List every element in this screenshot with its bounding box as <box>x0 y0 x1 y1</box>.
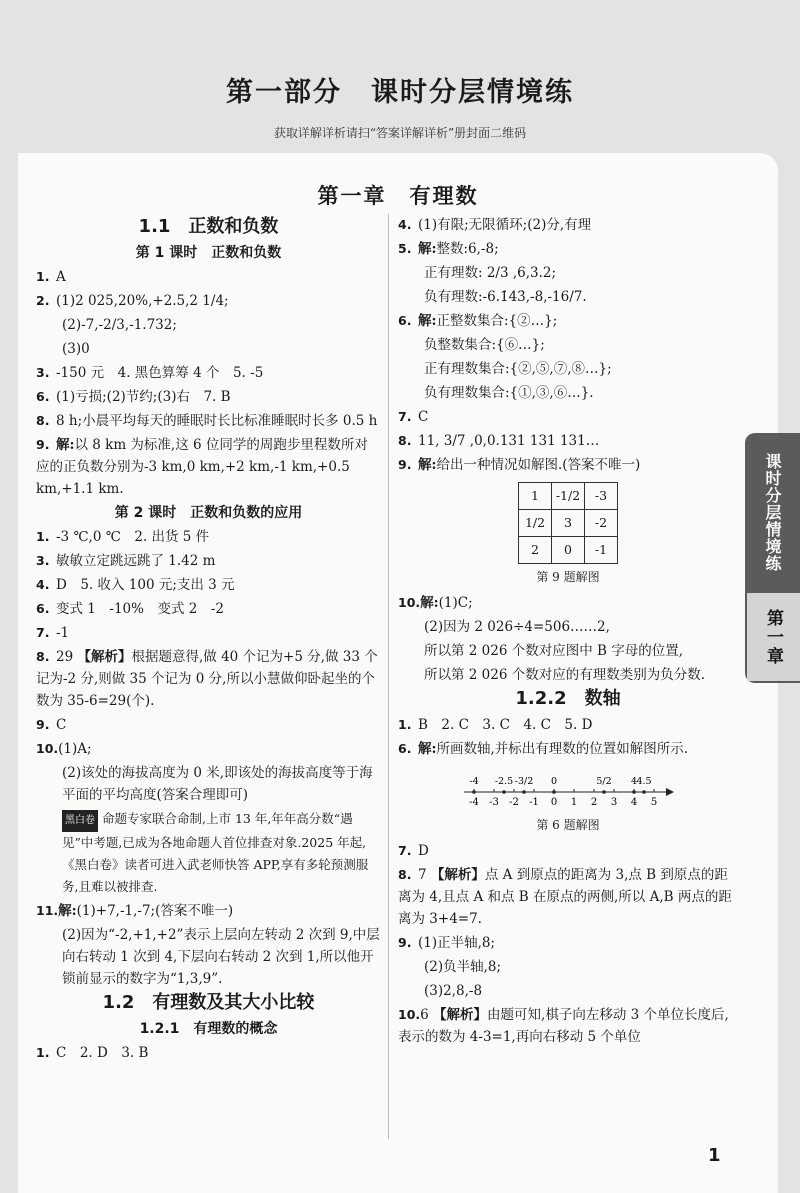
answer-item <box>36 266 381 288</box>
text-fragment: 10. <box>36 741 59 756</box>
text-fragment: 8. <box>36 413 50 428</box>
answer-item: (3)0 <box>62 341 90 357</box>
answer-item: 所以第 2 026 个数对应的有理数类别为负分数. <box>424 667 706 683</box>
promo-note <box>36 808 381 898</box>
number-line-tick-label: 3 <box>610 797 618 808</box>
text-fragment: 所画数轴,并标出有理数的位置如解图所示. <box>436 741 689 757</box>
number-line-tick-label: 4 <box>630 797 638 808</box>
answer-item: (3)2,8,-8 <box>424 983 483 999</box>
number-line-point-label: -2.5 <box>494 776 514 787</box>
text-fragment: 29 <box>56 649 74 665</box>
number-line-tick-label: 1 <box>570 797 578 808</box>
text-fragment: 根据题意得,做 40 个记为+5 分,做 33 个记为-2 分,则做 35 个记为 0 分,所以小慧做仰卧起坐的个数为 35-6=29(个). <box>36 649 378 709</box>
text-fragment: 解: <box>418 741 437 757</box>
text-fragment: 9. <box>398 935 412 950</box>
answer-item: 正有理数集合:{②,⑤,⑦,⑧…}; <box>424 361 612 377</box>
number-line-point <box>632 790 636 794</box>
grid-cell: 1/2 <box>519 510 552 537</box>
answer-item <box>36 900 381 922</box>
answer-item <box>36 574 381 596</box>
grid-cell: -2 <box>585 510 618 537</box>
text-fragment: 10. <box>398 595 421 610</box>
number-line-tick-label: -4 <box>469 797 479 808</box>
text-fragment: 8. <box>36 649 50 664</box>
side-tab <box>745 433 800 683</box>
text-fragment: 10. <box>398 1007 421 1022</box>
answer-item <box>398 714 738 736</box>
grid-cell: -1 <box>585 537 618 564</box>
answer-item: (2)因为 2 026÷4=506……2, <box>424 619 610 635</box>
answer-item <box>398 310 738 332</box>
text-fragment: (1)+7,-1,-7;(答案不唯一) <box>76 903 234 919</box>
part-title: 第一部分 课时分层情境练 <box>226 77 574 108</box>
answer-item: 正有理数: 2/3 ,6,3.2; <box>424 265 557 281</box>
answer-item <box>398 454 738 476</box>
text-fragment: 解: <box>418 457 437 473</box>
number-line-tick-label: -1 <box>529 797 539 808</box>
answer-item <box>398 406 738 428</box>
text-fragment: 变式 1 -10% 变式 2 -2 <box>56 601 224 617</box>
answer-item <box>398 430 738 452</box>
text-fragment: 6. <box>398 741 412 756</box>
text-fragment: 1. <box>36 1045 50 1060</box>
text-fragment: C <box>56 717 67 733</box>
text-fragment: 正整数集合:{②…}; <box>436 313 558 329</box>
grid-cell: 0 <box>552 537 585 564</box>
side-tab-label: 课时分层情境练 <box>763 452 782 572</box>
brand-logo: 黑白卷 <box>62 810 98 832</box>
lesson-title: 第 1 课时 正数和负数 <box>135 245 282 261</box>
number-line-point-label: 5/2 <box>596 776 612 787</box>
text-fragment: 命题专家联合命制,上市 13 年,年年高分数“遇见”中考题,已成为各地命题人首位排查对象.2025 年起,《黑白卷》读者可进入武老师快答 APP,享有多轮预测服务,且难以被排查. <box>62 811 369 894</box>
section-title: 1.2 有理数及其大小比较 <box>102 992 315 1013</box>
grid-cell: 3 <box>552 510 585 537</box>
answer-item <box>398 932 738 954</box>
answer-item <box>398 592 738 614</box>
text-fragment: 解: <box>418 313 437 329</box>
answer-item <box>36 646 381 712</box>
text-fragment: 1. <box>36 269 50 284</box>
page-header <box>0 0 800 150</box>
text-fragment: 7 <box>418 867 427 883</box>
text-fragment: 2. <box>36 293 50 308</box>
text-fragment: 敏敏立定跳远跳了 1.42 m <box>56 553 216 569</box>
text-fragment: 4. <box>398 217 412 232</box>
grid-cell: 2 <box>519 537 552 564</box>
answer-item <box>36 714 381 736</box>
text-fragment: 解: <box>418 241 437 257</box>
text-fragment: 解: <box>56 437 75 453</box>
answer-item: 负整数集合:{⑥…}; <box>424 337 545 353</box>
grid-cell: 1 <box>519 483 552 510</box>
text-fragment: 7. <box>36 625 50 640</box>
answer-item: (2)-7,-2/3,-1.732; <box>62 317 177 333</box>
number-line-tick-label: -3 <box>489 797 499 808</box>
chapter-title: 第一章 有理数 <box>317 184 479 208</box>
answer-item <box>398 1004 738 1048</box>
subsection-title: 1.2.1 有理数的概念 <box>139 1021 278 1037</box>
text-fragment: 点 A 到原点的距离为 3,点 B 到原点的距离为 4,且点 A 和点 B 在原点的两侧,所以 A,B 两点的距离为 3+4=7. <box>398 867 732 927</box>
text-fragment: 以 8 km 为标准,这 6 位同学的周跑步里程数所对应的正负数分别为-3 km,0 km,+2 km,-1 km,+0.5 km,+1.1 km. <box>36 437 368 497</box>
right-column <box>398 214 738 1050</box>
number-line-point-label: 4.5 <box>636 776 652 787</box>
answer-item: 所以第 2 026 个数对应图中 B 字母的位置, <box>424 643 684 659</box>
text-fragment: 7. <box>398 843 412 858</box>
number-line-point <box>552 790 556 794</box>
text-fragment: C 2. D 3. B <box>56 1045 149 1061</box>
number-line-point <box>502 790 506 794</box>
text-fragment: -3 ℃,0 ℃ 2. 出货 5 件 <box>56 529 210 545</box>
text-fragment: -150 元 4. 黑色算筹 4 个 5. -5 <box>56 365 264 381</box>
answer-item <box>36 386 381 408</box>
answer-item <box>36 362 381 384</box>
text-fragment: 给出一种情况如解图.(答案不唯一) <box>436 457 641 473</box>
column-divider <box>388 214 389 1139</box>
text-fragment: 【解析】 <box>77 649 132 665</box>
text-fragment: 9. <box>398 457 412 472</box>
answer-item <box>36 622 381 644</box>
text-fragment: D 5. 收入 100 元;支出 3 元 <box>56 577 235 593</box>
text-fragment: (1)正半轴,8; <box>418 935 496 951</box>
text-fragment: -1 <box>56 625 70 641</box>
grid-cell: -3 <box>585 483 618 510</box>
number-line-tick-label: -2 <box>509 797 519 808</box>
answer-item <box>398 238 738 260</box>
number-line-tick-label: 2 <box>590 797 598 808</box>
answer-item: 负有理数集合:{①,③,⑥…}. <box>424 385 594 401</box>
text-fragment: 8. <box>398 433 412 448</box>
text-fragment: (1)2 025,20%,+2.5,2 1/4; <box>56 293 229 309</box>
text-fragment: 3. <box>36 365 50 380</box>
text-fragment: 6. <box>398 313 412 328</box>
text-fragment: 由题可知,棋子向左移动 3 个单位长度后,表示的数为 4-3=1,再向右移动 5 个单位 <box>398 1007 729 1045</box>
answer-item <box>36 526 381 548</box>
number-line-tick-label: 5 <box>650 797 658 808</box>
number-line-point <box>472 790 476 794</box>
answer-item: (2)该处的海拔高度为 0 米,即该处的海拔高度等于海平面的平均高度(答案合理即可) <box>62 765 373 803</box>
text-fragment: (1)C; <box>438 595 473 611</box>
text-fragment: (1)亏损;(2)节约;(3)右 7. B <box>56 389 231 405</box>
number-line-point-label: 0 <box>550 776 558 787</box>
text-fragment: 6 <box>420 1007 429 1023</box>
text-fragment: C <box>418 409 429 425</box>
text-fragment: (1)A; <box>58 741 92 757</box>
lesson-title: 第 2 课时 正数和负数的应用 <box>114 505 303 521</box>
text-fragment: 解: <box>58 903 77 919</box>
text-fragment: 11, 3/7 ,0,0.131 131 131… <box>418 433 600 449</box>
number-line-point <box>642 790 646 794</box>
side-tab-chapter: 第一章 <box>747 593 800 681</box>
answer-item: 负有理数:-6.1̇43̇,-8,-16/7. <box>424 289 587 305</box>
magic-grid <box>518 482 618 564</box>
text-fragment: 【解析】 <box>433 1007 488 1023</box>
answer-item: (2)负半轴,8; <box>424 959 502 975</box>
qr-instruction: 获取详解详析请扫“答案详解详析”册封面二维码 <box>273 126 527 140</box>
text-fragment: 4. <box>36 577 50 592</box>
text-fragment: 1. <box>36 529 50 544</box>
text-fragment: 8. <box>398 867 412 882</box>
number-line-point-label: -3/2 <box>514 776 534 787</box>
answer-item: (2)因为“-2,+1,+2”表示上层向左转动 2 次到 9,中层向右转动 1 次到 4,下层向右转动 2 次到 1,所以他开锁前显示的数字为“1,3,9”. <box>62 927 380 987</box>
grid-cell: -1/2 <box>552 483 585 510</box>
answer-item <box>36 598 381 620</box>
number-line-point <box>602 790 606 794</box>
text-fragment: 9. <box>36 717 50 732</box>
number-line-point-label: 4 <box>630 776 638 787</box>
text-fragment: 8 h;小晨平均每天的睡眠时长比标准睡眠时长多 0.5 h <box>56 413 378 429</box>
text-fragment: 1. <box>398 717 412 732</box>
answer-item <box>36 1042 381 1064</box>
number-line-tick-label: 0 <box>550 797 558 808</box>
answer-item <box>398 840 738 862</box>
text-fragment: 3. <box>36 553 50 568</box>
answer-item <box>36 738 381 760</box>
text-fragment: D <box>418 843 429 859</box>
figure-caption: 第 9 题解图 <box>536 570 600 584</box>
number-line-arrow <box>666 788 674 796</box>
text-fragment: A <box>56 269 66 285</box>
text-fragment: 11. <box>36 903 59 918</box>
answer-item <box>398 864 738 930</box>
figure-caption: 第 6 题解图 <box>536 818 600 832</box>
number-line-point <box>522 790 526 794</box>
answer-item <box>36 290 381 312</box>
left-column <box>36 214 381 1066</box>
answer-item <box>36 550 381 572</box>
text-fragment: 6. <box>36 389 50 404</box>
text-fragment: 解: <box>420 595 439 611</box>
text-fragment: 9. <box>36 437 50 452</box>
number-line-figure <box>458 762 678 812</box>
subsection-title: 1.2.2 数轴 <box>515 688 621 709</box>
text-fragment: 5. <box>398 241 412 256</box>
page-number: 1 <box>708 1145 721 1166</box>
text-fragment: (1)有限;无限循环;(2)分,有理 <box>418 217 592 233</box>
text-fragment: B 2. C 3. C 4. C 5. D <box>418 717 593 733</box>
number-line-point-label: -4 <box>469 776 479 787</box>
answer-item <box>398 738 738 760</box>
section-title: 1.1 正数和负数 <box>138 216 279 237</box>
answer-item <box>398 214 738 236</box>
text-fragment: 【解析】 <box>430 867 485 883</box>
text-fragment: 6. <box>36 601 50 616</box>
text-fragment: 整数:6,-8; <box>436 241 499 257</box>
answer-item <box>36 434 381 500</box>
answer-item <box>36 410 381 432</box>
text-fragment: 7. <box>398 409 412 424</box>
